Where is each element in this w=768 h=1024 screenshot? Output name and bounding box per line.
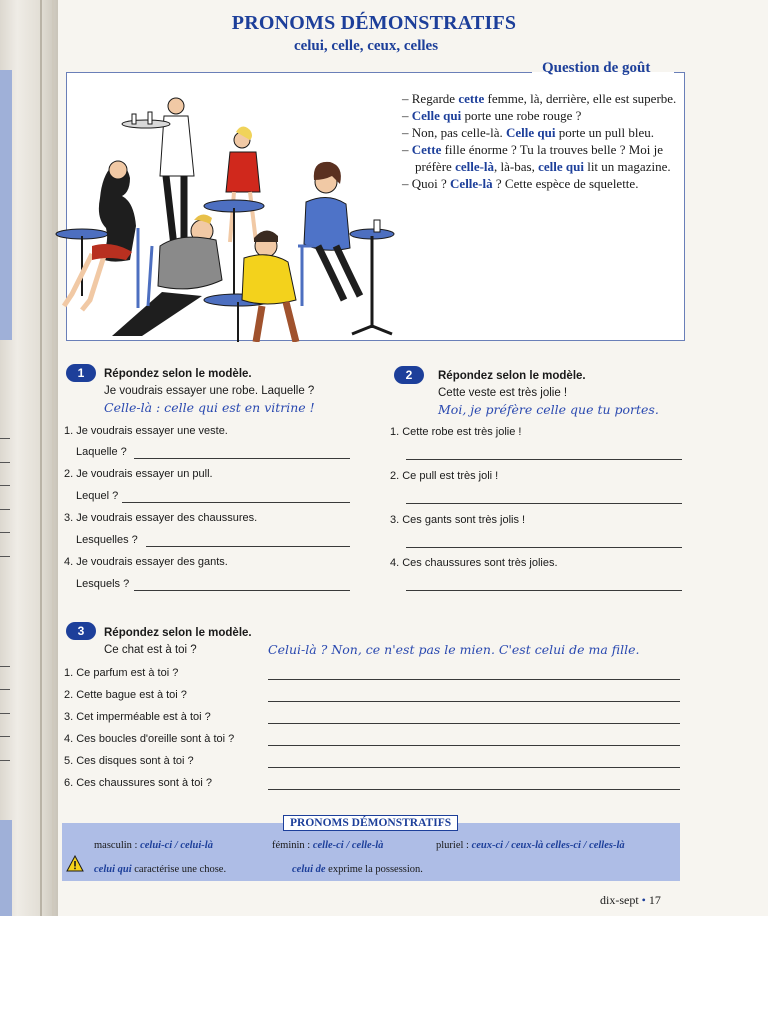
- grammar-pluriel: [436, 840, 625, 851]
- dialog-text: [402, 90, 680, 192]
- prev-page-line: [0, 760, 10, 761]
- previous-page-edge: [0, 60, 14, 880]
- dialog-line: – Celle qui porte une robe rouge ?: [402, 108, 582, 123]
- answer-line[interactable]: [406, 459, 682, 460]
- exercise-question: 2. Ce pull est très joli !: [390, 470, 499, 482]
- gutter-fold: [40, 0, 42, 916]
- exercise-question: 3. Cet imperméable est à toi ?: [64, 711, 211, 723]
- prev-page-line: [0, 532, 10, 533]
- page-number: 17: [648, 893, 661, 907]
- answer-line[interactable]: [268, 789, 680, 790]
- grammar-title: PRONOMS DÉMONSTRATIFS: [283, 815, 458, 831]
- exercise-question: 4. Ces chaussures sont très jolies.: [390, 557, 558, 569]
- answer-label: Lequel ?: [76, 490, 119, 502]
- note-term: celui qui: [94, 864, 132, 875]
- answer-line[interactable]: [122, 502, 350, 503]
- exercise-heading: Répondez selon le modèle.: [104, 627, 252, 639]
- exercise-model: Ce chat est à toi ?: [104, 644, 197, 656]
- exercise-question: 1. Cette robe est très jolie !: [390, 426, 522, 438]
- exercise-number-badge: 3: [66, 622, 96, 640]
- prev-page-panel: [0, 70, 12, 340]
- model-answer: Celui-là ? Non, ce n'est pas le mien. C'est celui de ma fille.: [268, 642, 640, 657]
- prev-page-line: [0, 509, 10, 510]
- feminin-value: celle-ci / celle-là: [312, 840, 384, 851]
- exercise-question: 3. Je voudrais essayer des chaussures.: [64, 512, 258, 524]
- warning-icon: [66, 855, 84, 872]
- exercise-heading: Répondez selon le modèle.: [438, 370, 586, 382]
- prev-page-line: [0, 713, 10, 714]
- dialog-line: – Cette fille énorme ? Tu la trouves belle ? Moi je préfère celle-là, là-bas, celle qui lit un magazine.: [402, 142, 671, 174]
- note-term: celui de: [292, 864, 326, 875]
- model-answer: Moi, je préfère celle que tu portes.: [438, 402, 659, 417]
- frame-rule: [674, 72, 684, 73]
- answer-label: Laquelle ?: [76, 446, 127, 458]
- prev-page-panel: [0, 820, 12, 916]
- answer-line[interactable]: [134, 590, 350, 591]
- page-subtitle: celui, celle, ceux, celles: [293, 38, 439, 54]
- answer-label: Lesquels ?: [76, 578, 130, 590]
- pluriel-value: ceux-ci / ceux-là celles-ci / celles-là: [471, 840, 625, 851]
- exercise-model: Cette veste est très jolie !: [438, 387, 568, 399]
- grammar-note-1: [94, 864, 226, 875]
- exercise-number-badge: 2: [394, 366, 424, 384]
- grammar-note-2: [292, 864, 423, 875]
- model-answer: Celle-là : celle qui est en vitrine !: [104, 400, 315, 415]
- exercise-model: Je voudrais essayer une robe. Laquelle ?: [104, 385, 315, 397]
- prev-page-line: [0, 689, 10, 690]
- exercise-question: 1. Ce parfum est à toi ?: [64, 667, 179, 679]
- answer-line[interactable]: [406, 503, 682, 504]
- dialog-line: – Non, pas celle-là. Celle qui porte un pull bleu.: [402, 125, 655, 140]
- masculin-label: masculin :: [94, 840, 138, 851]
- exercise-heading: Répondez selon le modèle.: [104, 368, 252, 380]
- exercise-question: 4. Je voudrais essayer des gants.: [64, 556, 228, 568]
- answer-line[interactable]: [268, 745, 680, 746]
- pluriel-label: pluriel :: [436, 840, 469, 851]
- prev-page-line: [0, 462, 10, 463]
- prev-page-line: [0, 438, 10, 439]
- exercise-number-badge: 1: [66, 364, 96, 382]
- exercise-question: 3. Ces gants sont très jolis !: [390, 514, 526, 526]
- masculin-value: celui-ci / celui-là: [140, 840, 213, 851]
- exercise-question: 2. Cette bague est à toi ?: [64, 689, 187, 701]
- answer-line[interactable]: [406, 590, 682, 591]
- dialog-line: – Regarde cette femme, là, derrière, elle est superbe.: [402, 91, 677, 106]
- section-title: Question de goût: [542, 60, 651, 76]
- exercise-question: 6. Ces chaussures sont à toi ?: [64, 777, 212, 789]
- exercise-question: 1. Je voudrais essayer une veste.: [64, 425, 228, 437]
- answer-line[interactable]: [268, 723, 680, 724]
- answer-line[interactable]: [268, 767, 680, 768]
- page-folio: [600, 893, 661, 908]
- page-title: PRONOMS DÉMONSTRATIFS: [231, 12, 517, 34]
- page-word: dix-sept: [600, 893, 639, 907]
- grammar-feminin: [272, 840, 383, 851]
- prev-page-line: [0, 736, 10, 737]
- answer-line[interactable]: [268, 701, 680, 702]
- prev-page-line: [0, 666, 10, 667]
- prev-page-line: [0, 485, 10, 486]
- exercise-question: 5. Ces disques sont à toi ?: [64, 755, 194, 767]
- note-text: caractérise une chose.: [131, 864, 227, 875]
- cafe-illustration: [52, 96, 402, 342]
- answer-line[interactable]: [134, 458, 350, 459]
- frame-rule: [66, 72, 532, 73]
- feminin-label: féminin :: [272, 840, 311, 851]
- exercise-question: 4. Ces boucles d'oreille sont à toi ?: [64, 733, 235, 745]
- prev-page-line: [0, 556, 10, 557]
- exercise-question: 2. Je voudrais essayer un pull.: [64, 468, 213, 480]
- dialog-line: – Quoi ? Celle-là ? Cette espèce de squelette.: [402, 176, 639, 191]
- folio-bullet: •: [641, 893, 646, 907]
- grammar-masculin: [94, 840, 213, 851]
- answer-line[interactable]: [146, 546, 350, 547]
- answer-line[interactable]: [406, 547, 682, 548]
- answer-line[interactable]: [268, 679, 680, 680]
- note-text: exprime la possession.: [325, 864, 423, 875]
- answer-label: Lesquelles ?: [76, 534, 138, 546]
